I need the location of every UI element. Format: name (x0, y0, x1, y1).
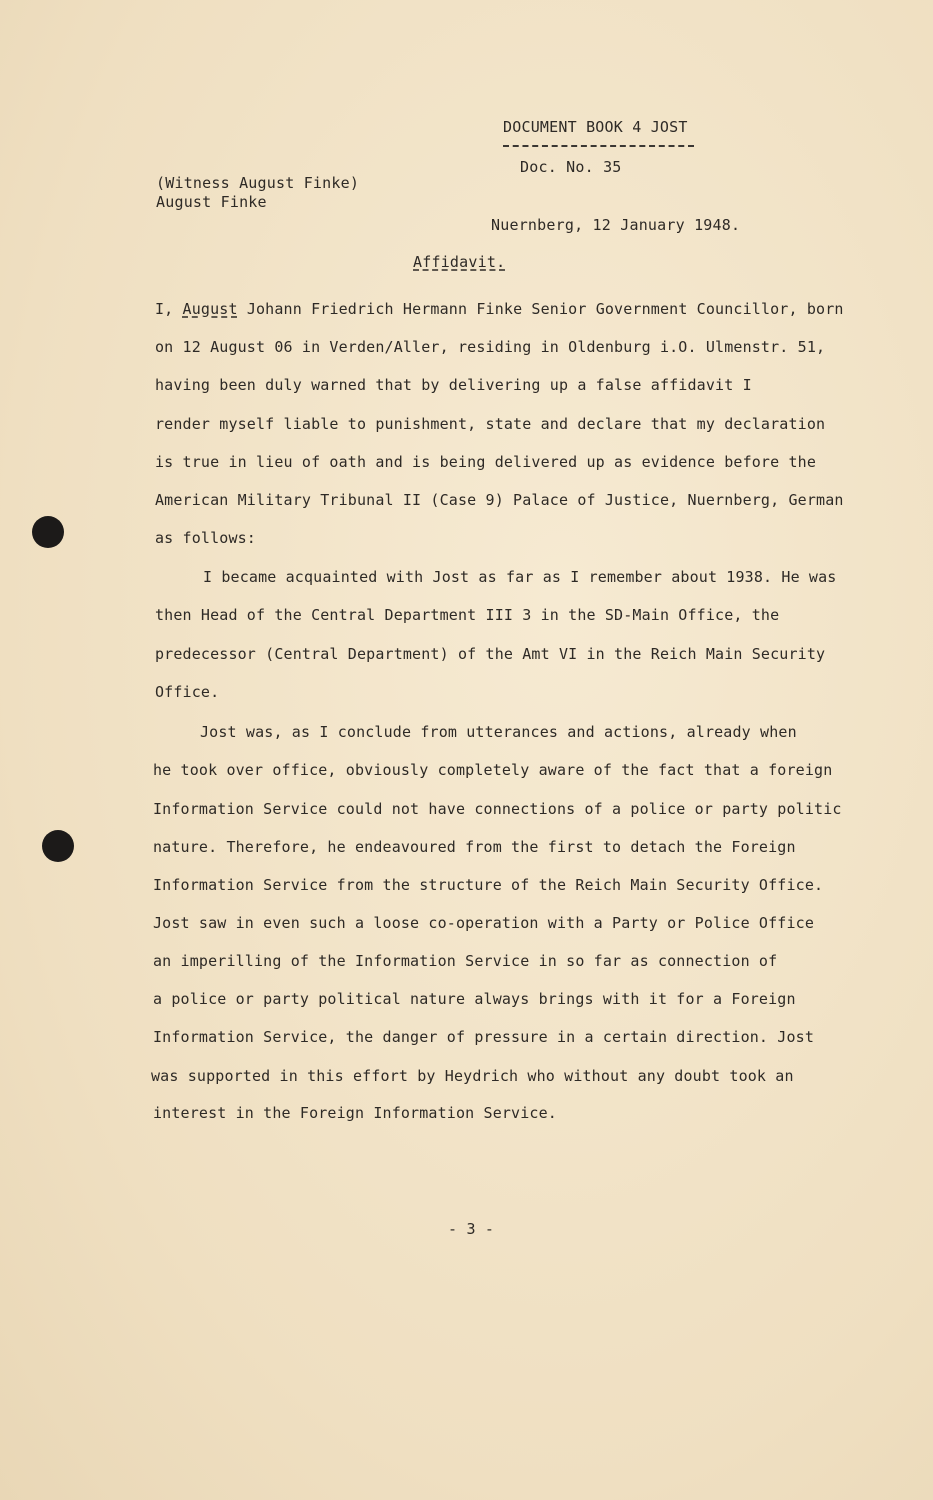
paragraph3-line8: a police or party political nature always brings with it for a Foreign (153, 990, 796, 1008)
paragraph3-line10: was supported in this effort by Heydrich who without any doubt took an (151, 1067, 794, 1085)
paragraph1-line1 (155, 300, 844, 318)
paragraph1-line4: render myself liable to punishment, state and declare that my declaration (155, 415, 826, 433)
page-number: - 3 - (448, 1220, 495, 1238)
paragraph3-line7: an imperilling of the Information Service in so far as connection of (153, 952, 778, 970)
paragraph1-line2: on 12 August 06 in Verden/Aller, residing in Oldenburg i.O. Ulmenstr. 51, (155, 338, 826, 356)
paragraph3-line1: Jost was, as I conclude from utterances and actions, already when (200, 723, 797, 741)
paragraph2-line1: I became acquainted with Jost as far as I remember about 1938. He was (203, 568, 837, 586)
witness-name: August Finke (156, 193, 267, 211)
paragraph3-line4: nature. Therefore, he endeavoured from the first to detach the Foreign (153, 838, 796, 856)
paragraph1-line1-prefix: I, (155, 300, 183, 318)
place-date: Nuernberg, 12 January 1948. (491, 216, 741, 234)
paragraph3-line6: Jost saw in even such a loose co-operation with a Party or Police Office (153, 914, 815, 932)
paragraph1-line3: having been duly warned that by delivering up a false affidavit I (155, 376, 752, 394)
paragraph1-line6: American Military Tribunal II (Case 9) Palace of Justice, Nuernberg, German (155, 491, 844, 509)
punch-hole-upper (32, 516, 64, 548)
paragraph3-line11: interest in the Foreign Information Service. (153, 1104, 557, 1122)
affidavit-title: Affidavit. (413, 253, 506, 271)
header-dashed-rule (503, 145, 694, 147)
paragraph3-line9: Information Service, the danger of pressure in a certain direction. Jost (153, 1028, 815, 1046)
document-number: Doc. No. 35 (520, 158, 622, 176)
paragraph2-line4: Office. (155, 683, 220, 701)
paragraph1-line5: is true in lieu of oath and is being delivered up as evidence before the (155, 453, 817, 471)
paragraph2-line2: then Head of the Central Department III 3 in the SD-Main Office, the (155, 606, 780, 624)
paragraph2-line3: predecessor (Central Department) of the Amt VI in the Reich Main Security (155, 645, 826, 663)
paragraph1-line1-rest: Johann Friedrich Hermann Finke Senior Government Councillor, born (237, 300, 844, 318)
paragraph1-line1-name: August (182, 300, 238, 318)
document-book-label: DOCUMENT BOOK 4 JOST (503, 118, 688, 136)
paragraph3-line5: Information Service from the structure of the Reich Main Security Office. (153, 876, 824, 894)
paragraph3-line2: he took over office, obviously completely aware of the fact that a foreign (153, 761, 833, 779)
paragraph1-line7: as follows: (155, 529, 256, 547)
witness-label: (Witness August Finke) (156, 174, 360, 192)
punch-hole-lower (42, 830, 74, 862)
paragraph3-line3: Information Service could not have connections of a police or party politic (153, 800, 842, 818)
